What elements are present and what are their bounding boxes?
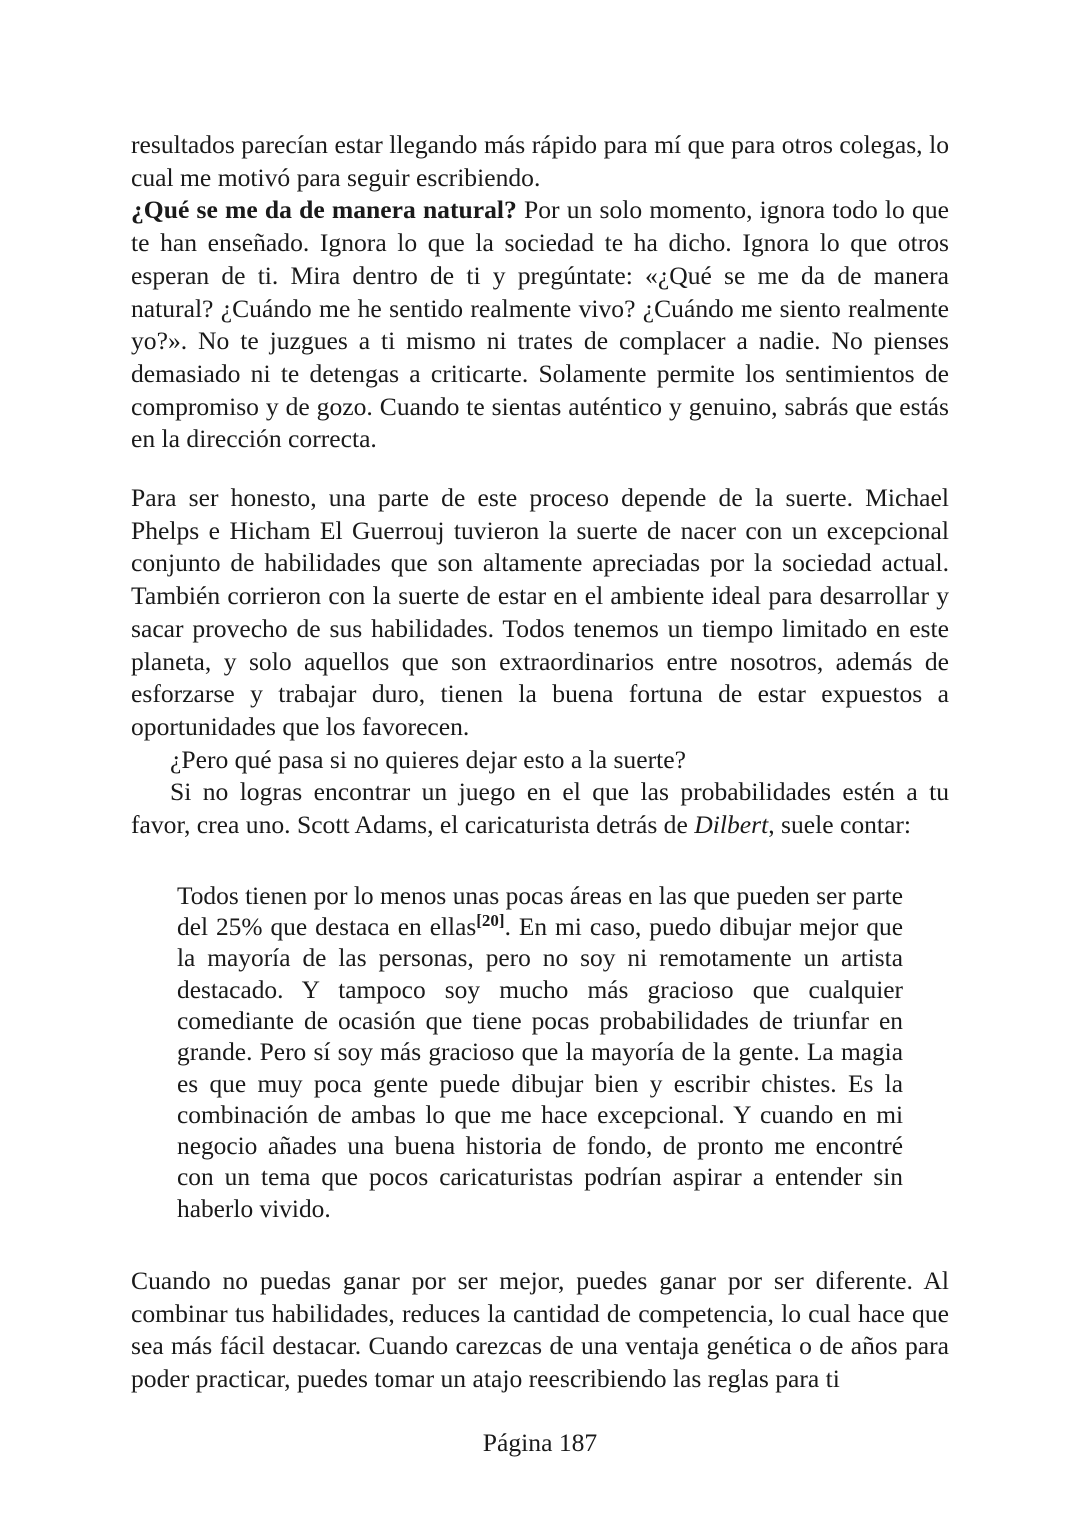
paragraph-body: Por un solo momento, ignora todo lo que te han enseñado. Ignora lo que la sociedad te ha dicho. Ignora lo que otros esperan de ti. Mira dentro de ti y pregúntate: «¿Qué se me da de manera natural? ¿Cuándo me he sentido realmente vivo? ¿Cuándo me siento realmente yo?». No te juzgues a ti mismo ni trates de complacer a nadie. No pienses demasiado ni te detengas a criticarte. Solamente permite los sentimientos de compromiso y de gozo. Cuando te sientas auténtico y genuino, sabrás que estás en la dirección correcta.: [131, 195, 949, 454]
quote-text: Todos tienen por lo menos unas pocas áreas en las que pueden ser parte del 25% que destaca en ellas: [177, 881, 903, 942]
paragraph-luck: Para ser honesto, una parte de este proceso depende de la suerte. Michael Phelps e Hicham El Guerrouj tuvieron la suerte de nacer con un excepcional conjunto de habilidades que son altamente apreciadas por la sociedad actual. También corrieron con la suerte de estar en el ambiente ideal para desarrollar y sacar provecho de sus habilidades. Todos tenemos un tiempo limitado en este planeta, y solo aquellos que son extraordinarios entre nosotros, además de esforzarse y trabajar duro, tienen la buena fortuna de estar expuestos a oportunidades que los favorecen.: [131, 483, 949, 741]
paragraph-natural-talent: [131, 194, 949, 456]
paragraph-text: Si no logras encontrar un juego en el que las probabilidades estén a tu favor, crea uno. Scott Adams, el caricaturista detrás de: [131, 777, 949, 840]
paragraph-be-different: Cuando no puedas ganar por ser mejor, puedes ganar por ser diferente. Al combinar tus habilidades, reduces la cantidad de competencia, lo cual hace que sea más fácil destacar. Cuando carezcas de una ventaja genética o de años para poder practicar, puedes tomar un atajo reescribiendo las reglas para ti: [131, 1266, 949, 1394]
paragraph-create-game: [131, 776, 949, 841]
paragraph-lead-question: ¿Qué se me da de manera natural?: [131, 195, 517, 225]
quote-text: . En mi caso, puedo dibujar mejor que la mayoría de las personas, pero no soy ni remotamente un artista destacado. Y tampoco soy mucho más gracioso que cualquier comediante de ocasión que tiene pocas probabilidades de triunfar en grande. Pero sí soy más gracioso que la mayoría de la gente. La magia es que muy poca gente puede dibujar bien y escribir chistes. Es la combinación de ambas lo que me hace excepcional. Y cuando en mi negocio añades una buena historia de fondo, de pronto me encontré con un tema que pocos caricaturistas podrían aspirar a entender sin haberlo vivido.: [177, 913, 903, 1223]
body-text: [131, 129, 949, 1396]
page-number: Página 187: [482, 1428, 598, 1457]
paragraph-continuation: resultados parecían estar llegando más rápido para mí que para otros colegas, lo cual me motivó para seguir escribiendo.: [131, 130, 949, 192]
paragraph-text: , suele contar:: [768, 810, 912, 840]
footnote-reference[interactable]: [20]: [476, 911, 505, 931]
block-quote: [177, 881, 903, 1225]
book-title-italic: Dilbert: [694, 810, 769, 840]
paragraph-question: ¿Pero qué pasa si no quieres dejar esto a la suerte?: [170, 744, 686, 774]
